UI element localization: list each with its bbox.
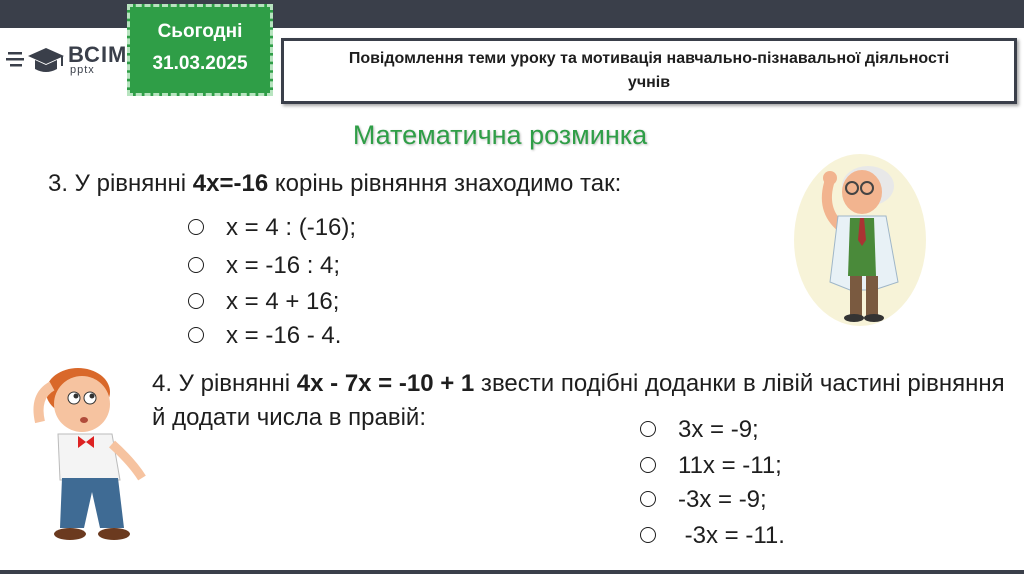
bullet-circle-icon	[188, 293, 204, 309]
option-text: -3х = -11.	[678, 522, 785, 549]
question-3-option	[188, 214, 356, 242]
option-text: 3х = -9;	[678, 416, 759, 443]
question-4-prefix: 4. У рівнянні	[152, 370, 297, 397]
bullet-circle-icon	[188, 219, 204, 235]
lesson-topic-box	[281, 38, 1017, 104]
lesson-topic-title: Повідомлення теми уроку та мотивація навчально-пізнавальної діяльності учнів	[348, 50, 950, 91]
bullet-circle-icon	[640, 491, 656, 507]
option-text: х = 4 + 16;	[226, 288, 340, 315]
question-3-option	[188, 288, 339, 316]
question-3-option	[188, 322, 341, 350]
question-4-option	[640, 452, 782, 480]
option-text: -3х = -9;	[678, 486, 767, 513]
option-text: х = -16 - 4.	[226, 322, 342, 349]
slide-title: Математична розминка	[352, 120, 648, 150]
date-badge	[127, 4, 273, 96]
logo-title: ВСІМ	[68, 42, 128, 67]
question-3	[48, 170, 621, 198]
question-4-equation: 4х - 7х = -10 + 1	[296, 370, 475, 397]
thinking-boy-illustration	[20, 362, 160, 548]
question-3-option	[188, 252, 340, 280]
option-text: х = -16 : 4;	[226, 252, 341, 279]
question-4-option	[640, 486, 767, 514]
question-3-suffix: корінь рівняння знаходимо так:	[268, 170, 622, 197]
bullet-circle-icon	[640, 527, 656, 543]
date-label: Сьогодні	[157, 21, 243, 42]
bullet-circle-icon	[640, 421, 656, 437]
logo-subtitle: pptx	[70, 64, 95, 76]
option-text: 11х = -11;	[678, 452, 782, 479]
bullet-circle-icon	[188, 257, 204, 273]
date-value: 31.03.2025	[152, 53, 248, 74]
question-4-suffix: звести подібні доданки в лівій частині рівняння й додати числа в правій:	[152, 370, 1005, 431]
bullet-circle-icon	[188, 327, 204, 343]
question-4	[152, 367, 1012, 435]
bullet-circle-icon	[640, 457, 656, 473]
question-3-equation: 4х=-16	[192, 170, 269, 197]
bottom-bar	[0, 570, 1024, 574]
professor-illustration	[790, 150, 930, 330]
question-4-option	[640, 416, 759, 444]
option-text: х = 4 : (-16);	[226, 214, 357, 241]
question-3-prefix: 3. У рівнянні	[48, 170, 193, 197]
question-4-option	[640, 522, 785, 550]
